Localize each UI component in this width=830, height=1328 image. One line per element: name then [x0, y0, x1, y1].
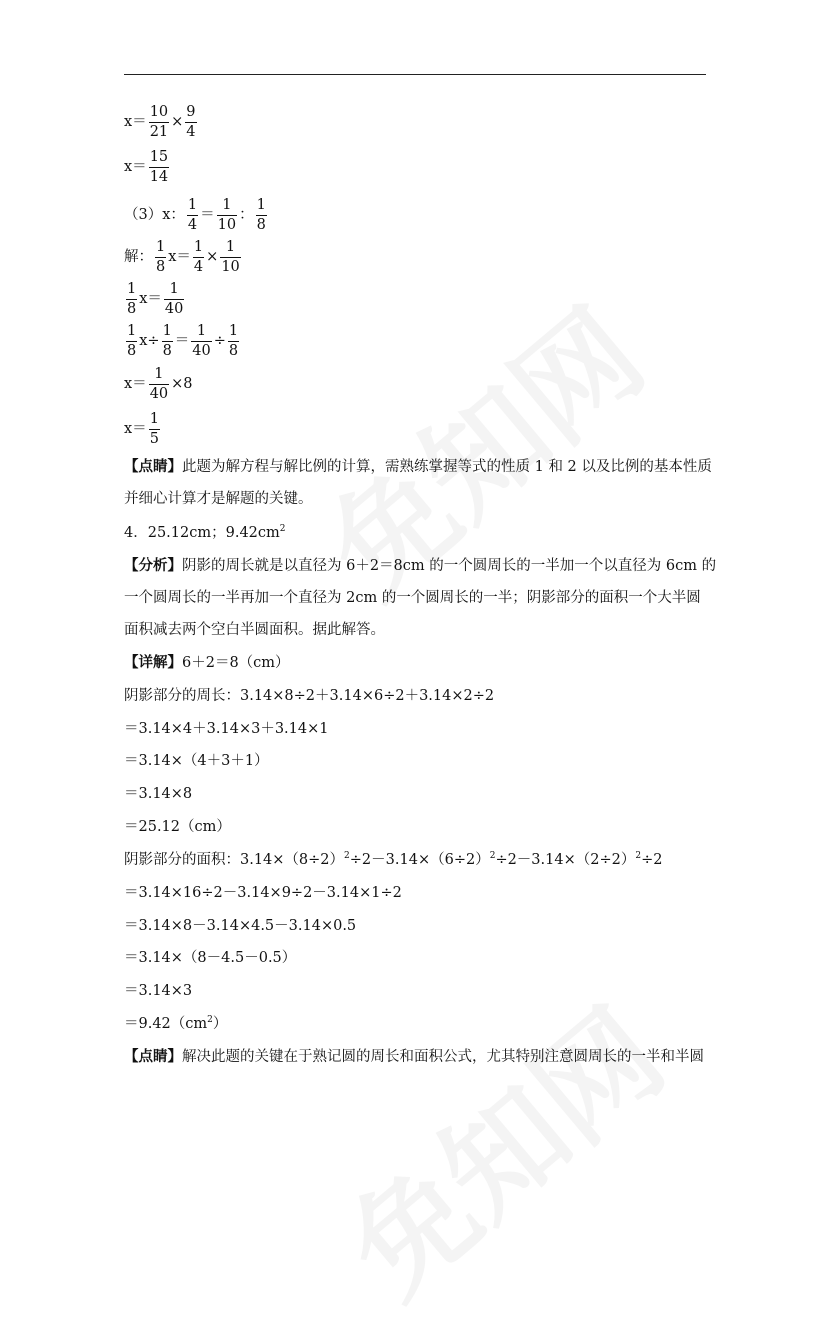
eq-line-8: x＝ $\frac{1}{5}$ [124, 411, 159, 447]
perimeter-line: ＝3.14×4＋3.14×3＋3.14×1 [124, 721, 329, 737]
fraction: $\frac{1}{8}$ [228, 323, 239, 359]
area-line: ＝3.14×16÷2－3.14×9÷2－3.14×1÷2 [124, 885, 402, 901]
area-line: $=9.42(cm^2)$ [124, 1015, 228, 1032]
perimeter-line: ＝3.14×8 [124, 786, 193, 802]
eq-line-1: x＝ $\frac{10}{21}$ × $\frac{9}{4}$ [124, 104, 196, 140]
perimeter-line: 阴影部分的周长：3.14×8÷2＋3.14×6÷2＋3.14×2÷2 [124, 688, 495, 704]
analysis-line-2: 一个圆周长的一半再加一个直径为 2cm 的一个圆周长的一半；阴影部分的面积一个大半圆 [124, 590, 701, 606]
perimeter-line: ＝25.12（cm） [124, 819, 231, 835]
detail-tag: 【详解】 [124, 654, 182, 671]
note-4-line-1: 【点睛】解决此题的关键在于熟记圆的周长和面积公式，尤其特别注意圆周长的一半和半圆 [124, 1048, 704, 1065]
area-line: ＝3.14×8－3.14×4.5－3.14×0.5 [124, 918, 357, 934]
fraction: $\frac{1}{10}$ [217, 197, 237, 233]
analysis-line-3: 面积减去两个空白半圆面积。据此解答。 [124, 622, 385, 638]
detail-line-1: 【详解】6＋2＝8（cm） [124, 654, 290, 671]
answer-4: 4．25.12cm；$9.42cm^2$ [124, 524, 286, 541]
note-tag: 【点睛】 [124, 1048, 182, 1065]
eq-line-6: $\frac{1}{8}$ x÷ $\frac{1}{8}$ ＝ $\frac{1}{40}$ ÷ $\frac{1}{8}$ [127, 323, 239, 359]
fraction: $\frac{1}{4}$ [187, 197, 198, 233]
fraction: $\frac{1}{40}$ [164, 281, 184, 317]
eq-line-7: x＝ $\frac{1}{40}$ ×8 [124, 366, 193, 402]
eq-line-2: x＝ $\frac{15}{14}$ [124, 149, 169, 185]
note-3-line-1: 【点睛】此题为解方程与解比例的计算，需熟练掌握等式的性质 1 和 2 以及比例的基本性质 [124, 458, 712, 475]
fraction: $\frac{1}{8}$ [156, 239, 166, 275]
fraction: $\frac{1}{40}$ [149, 366, 169, 402]
note-3-line-2: 并细心计算才是解题的关键。 [124, 491, 313, 507]
eq-line-5: $\frac{1}{8}$ x＝ $\frac{1}{40}$ [127, 281, 184, 317]
note-tag: 【点睛】 [124, 458, 182, 475]
fraction: $\frac{1}{8}$ [162, 323, 172, 359]
eq-line-4: 解： $\frac{1}{8}$ x＝ $\frac{1}{4}$ × $\frac{1}{10}$ [124, 239, 240, 275]
fraction: $\frac{10}{21}$ [149, 104, 169, 140]
area-line: 阴影部分的面积：$3.14\times(8\div 2)^2\div 2-3.14\times(6\div 2)^2\div 2-3.14\times(2\div 2)^2\div 2$ [124, 851, 663, 868]
fraction: $\frac{1}{10}$ [221, 239, 240, 275]
fraction: $\frac{15}{14}$ [149, 149, 169, 185]
area-line: ＝3.14×3 [124, 983, 193, 999]
watermark [307, 964, 693, 1327]
fraction: $\frac{1}{8}$ [127, 323, 137, 359]
perimeter-line: ＝3.14×（4＋3＋1） [124, 753, 269, 769]
fraction: $\frac{9}{4}$ [186, 104, 196, 140]
analysis-line-1: 【分析】阴影的周长就是以直径为 6＋2＝8cm 的一个圆周长的一半加一个以直径为 6cm 的 [124, 557, 717, 574]
problem-3-statement: （3）x： $\frac{1}{4}$ ＝ $\frac{1}{10}$ ： $\frac{1}{8}$ [124, 197, 266, 233]
fraction: $\frac{1}{8}$ [127, 281, 137, 317]
area-line: ＝3.14×（8－4.5－0.5） [124, 950, 297, 966]
analysis-tag: 【分析】 [124, 557, 182, 574]
fraction: $\frac{1}{5}$ [149, 411, 159, 447]
fraction: $\frac{1}{4}$ [193, 239, 204, 275]
header-rule [124, 74, 706, 75]
fraction: $\frac{1}{40}$ [192, 323, 211, 359]
fraction: $\frac{1}{8}$ [256, 197, 266, 233]
